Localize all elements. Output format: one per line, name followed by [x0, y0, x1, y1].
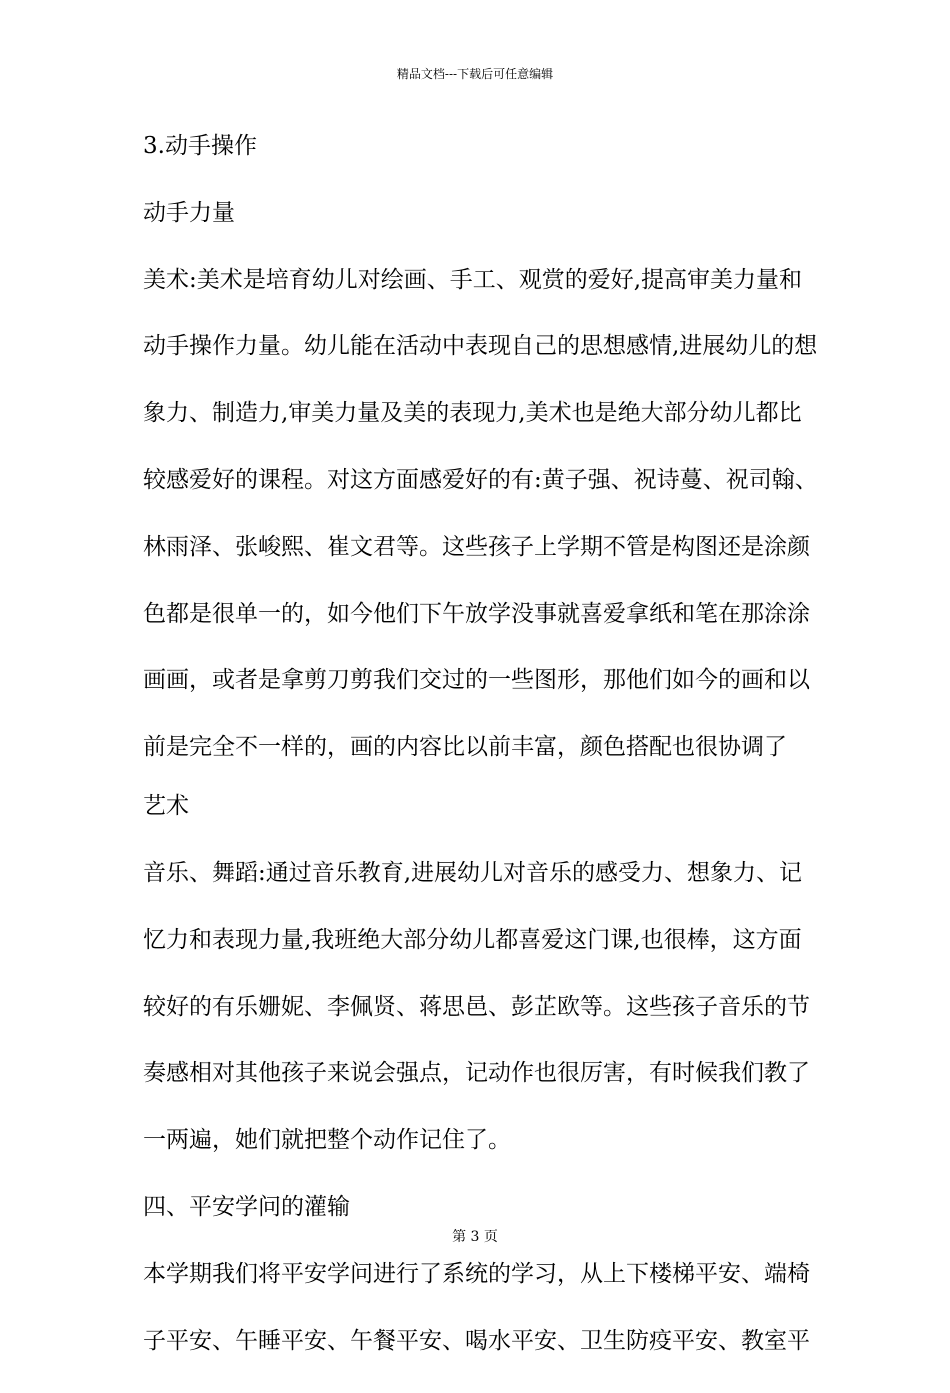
subsection-heading: 动手力量	[143, 199, 235, 226]
paragraph-line: 较感爱好的课程。对这方面感爱好的有:黄子强、祝诗蔓、祝司翰、	[143, 466, 818, 493]
page-header: 精品文档---下载后可任意编辑	[396, 67, 554, 81]
paragraph-line: 象力、制造力,审美力量及美的表现力,美术也是绝大部分幼儿都比	[143, 400, 802, 427]
paragraph-line: 动手操作力量。幼儿能在活动中表现自己的思想感情,进展幼儿的想	[143, 333, 818, 360]
document-body	[143, 132, 818, 1393]
paragraph-line: 美术:美术是培育幼儿对绘画、手工、观赏的爱好,提高审美力量和	[143, 266, 803, 293]
section-heading: 3.动手操作	[143, 133, 257, 159]
page-number: 第 3 页	[452, 1229, 498, 1245]
paragraph-line: 画画，或者是拿剪刀剪我们交过的一些图形，那他们如今的画和以	[143, 667, 810, 694]
subsection-heading: 艺术	[143, 793, 189, 820]
paragraph-line: 子平安、午睡平安、午餐平安、喝水平安、卫生防疫平安、教室平	[143, 1327, 810, 1354]
paragraph-line: 本学期我们将平安学问进行了系统的学习，从上下楼梯平安、端椅	[143, 1260, 810, 1287]
paragraph-line: 色都是很单一的，如今他们下午放学没事就喜爱拿纸和笔在那涂涂	[143, 600, 810, 627]
paragraph-line: 前是完全不一样的，画的内容比以前丰富，颜色搭配也很协调了	[143, 734, 787, 761]
paragraph-line: 一两遍，她们就把整个动作记住了。	[143, 1127, 511, 1154]
paragraph-line: 较好的有乐姗妮、李佩贤、蒋思邑、彭芷欧等。这些孩子音乐的节	[143, 993, 810, 1020]
paragraph-line: 奏感相对其他孩子来说会强点，记动作也很厉害，有时候我们教了	[143, 1060, 810, 1087]
paragraph-line: 林雨泽、张峻熙、崔文君等。这些孩子上学期不管是构图还是涂颜	[143, 533, 810, 560]
section-heading: 四、平安学问的灌输	[143, 1193, 350, 1220]
paragraph-line: 忆力和表现力量,我班绝大部分幼儿都喜爱这门课,也很棒，这方面	[143, 926, 802, 953]
paragraph-line: 音乐、舞蹈:通过音乐教育,进展幼儿对音乐的感受力、想象力、记	[143, 859, 803, 886]
